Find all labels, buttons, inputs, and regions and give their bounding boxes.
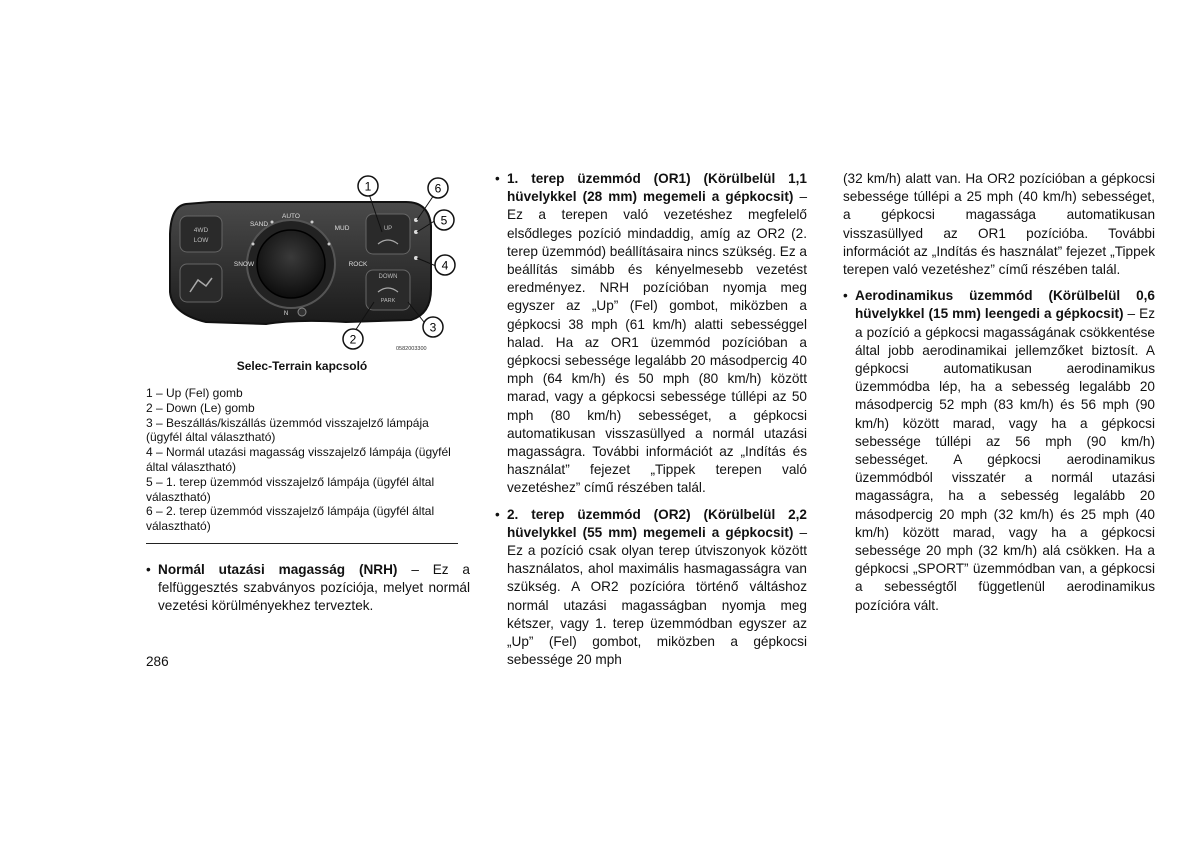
- aero-text: – Ez a pozíció a gépkocsi magasságának csökkentése által jobb aerodinamikai jellemzőket biztosít. A gépkocsi automatikusan aerodinamikus üzemmódba lép, ha a sebesség legalább 20 másodpercig 52 mph (83 km/h) és 56 mph (90 km/h) között marad, vagy ha a gépkocsi sebessége túllépi az 56 mph (90 km/h) sebességet. A gépkocsi aerodinamikus üzemmódból visszatér a normál utazási magasságra, ha a sebesség legalább 20 másodpercig 20 mph (32 km/h) és 25 mph (40 km/h) között marad, vagy ha a gépkocsi sebessége 20 mph (32 km/h) alá csökken. Ha a gépkocsi „SPORT” üzemmódban van, a gépkocsi a sebességtől függetlenül aerodinamikus pozícióra vált.: [855, 306, 1155, 613]
- svg-text:1: 1: [364, 179, 372, 194]
- bullet-dot: •: [146, 562, 151, 577]
- nrh-section: [146, 561, 470, 616]
- selec-terrain-figure: [146, 174, 458, 356]
- bullet-dot: •: [495, 506, 500, 522]
- terrain-knob: [257, 230, 325, 298]
- fwd-low-button: [180, 216, 222, 252]
- svg-text:5: 5: [440, 213, 448, 228]
- callout-3: [423, 317, 443, 337]
- column-3: [843, 170, 1155, 615]
- callout-4: [435, 255, 455, 275]
- legend-item: 5 – 1. terep üzemmód visszajelző lámpája (ügyfél által választható): [146, 474, 435, 504]
- park-label: PARK: [380, 298, 396, 304]
- callout-5: [434, 210, 454, 230]
- up-label: UP: [383, 226, 393, 232]
- or2-text: – Ez a pozíció csak olyan terep útviszonyok között használatos, ahol maximális hasmagasságra van szükség. A OR2 pozícióra történő váltáshoz normál utazási magasságban nyomja meg kétszer, vagy 1. terep üzemmódban egyszer az „Up” (Fel) gombot, miközben a gépkocsi sebessége 20 mph: [507, 524, 808, 668]
- legend-divider: [146, 543, 458, 544]
- column-2: [495, 170, 807, 669]
- fwd-low-label-1: 4WD: [193, 227, 209, 234]
- n-label: N: [283, 311, 289, 317]
- legend-item: 4 – Normál utazási magasság visszajelző lámpája (ügyfél által választható): [146, 445, 451, 474]
- down-label: DOWN: [378, 274, 398, 280]
- bullet-dot: •: [495, 171, 500, 186]
- nrh-title: Normál utazási magasság (NRH): [158, 562, 398, 577]
- svg-text:3: 3: [429, 320, 437, 335]
- aero-title: Aerodinamikus üzemmód (Körülbelül 0,6 hüvelykkel (15 mm) leengedi a gépkocsit): [855, 288, 1155, 322]
- callout-6: [428, 178, 448, 198]
- selec-terrain-illustration: [146, 174, 458, 356]
- or1-title: 1. terep üzemmód (OR1) (Körülbelül 1,1 hüvelykkel (28 mm) megemeli a gépkocsit): [507, 171, 807, 205]
- or2-continued: (32 km/h) alatt van. Ha OR2 pozícióban a gépkocsi sebessége túllépi a 25 mph (40 km/h) sebességet, a gépkocsi magassága automatikusan visszasüllyed az OR1 pozícióba. További információt az „Indítás és használat” fejezet „Tippek terepen való vezetéshez” című részében talál.: [843, 171, 1155, 278]
- svg-text:2: 2: [349, 332, 357, 347]
- callout-2: [343, 329, 363, 349]
- sand-label: SAND: [249, 221, 269, 228]
- nrh-text: – Ez a felfüggesztés szabványos pozíciója, melyet normál vezetési körülményekhez terveztek.: [158, 562, 470, 614]
- snow-label: SNOW: [233, 261, 255, 268]
- page-number: 286: [146, 654, 169, 669]
- legend-item: 6 – 2. terep üzemmód visszajelző lámpája (ügyfél által választható): [146, 504, 435, 534]
- or2-title: 2. terep üzemmód (OR2) (Körülbelül 2,2 hüvelykkel (55 mm) megemeli a gépkocsit): [507, 506, 807, 540]
- or2-section: [495, 506, 807, 670]
- callout-1: [358, 176, 378, 196]
- n-button: [298, 308, 306, 316]
- bullet-dot: •: [843, 288, 848, 304]
- mud-label: MUD: [334, 225, 350, 232]
- figure-caption: Selec-Terrain kapcsoló: [236, 359, 368, 373]
- fwd-low-label-2: LOW: [193, 237, 209, 244]
- svg-text:4: 4: [441, 258, 449, 273]
- svg-text:6: 6: [434, 181, 442, 196]
- up-button: [366, 214, 410, 254]
- image-code: 0582003300: [396, 346, 427, 352]
- legend-item: 1 – Up (Fel) gomb: [146, 386, 243, 400]
- auto-label: AUTO: [282, 213, 300, 220]
- rock-label: ROCK: [348, 261, 368, 268]
- aero-section: [843, 287, 1155, 615]
- or1-text: – Ez a terepen való vezetéshez megfelelő elsődleges pozíció mindaddig, amíg az OR2 (2. terep üzemmód) beállításaira nincs szükség. Ez a beállítás simább és kényelmesebb vezetést eredményez. NRH pozícióban nyomja meg egyszer az „Up” (Fel) gombot, miközben a gépkocsi 38 mph (61 km/h) alatti sebességgel halad. Ha az OR1 üzemmód pozícióban a gépkocsi sebessége legalább 20 másodpercig 40 mph (64 km/h) és 50 mph (80 km/h) között marad, vagy a gépkocsi sebessége túllépi az 50 mph (80 km/h) sebességet, a gépkocsi automatikusan visszasüllyed a normál utazási magasságra. További információt az „Indítás és használat” fejezet „Tippek terepen való vezetéshez” című részében talál.: [507, 189, 808, 496]
- figure-legend: [146, 386, 458, 534]
- legend-item: 2 – Down (Le) gomb: [146, 400, 255, 415]
- legend-item: 3 – Beszállás/kiszállás üzemmód visszajelző lámpája (ügyfél által választható): [146, 415, 429, 445]
- or1-section: [495, 170, 807, 498]
